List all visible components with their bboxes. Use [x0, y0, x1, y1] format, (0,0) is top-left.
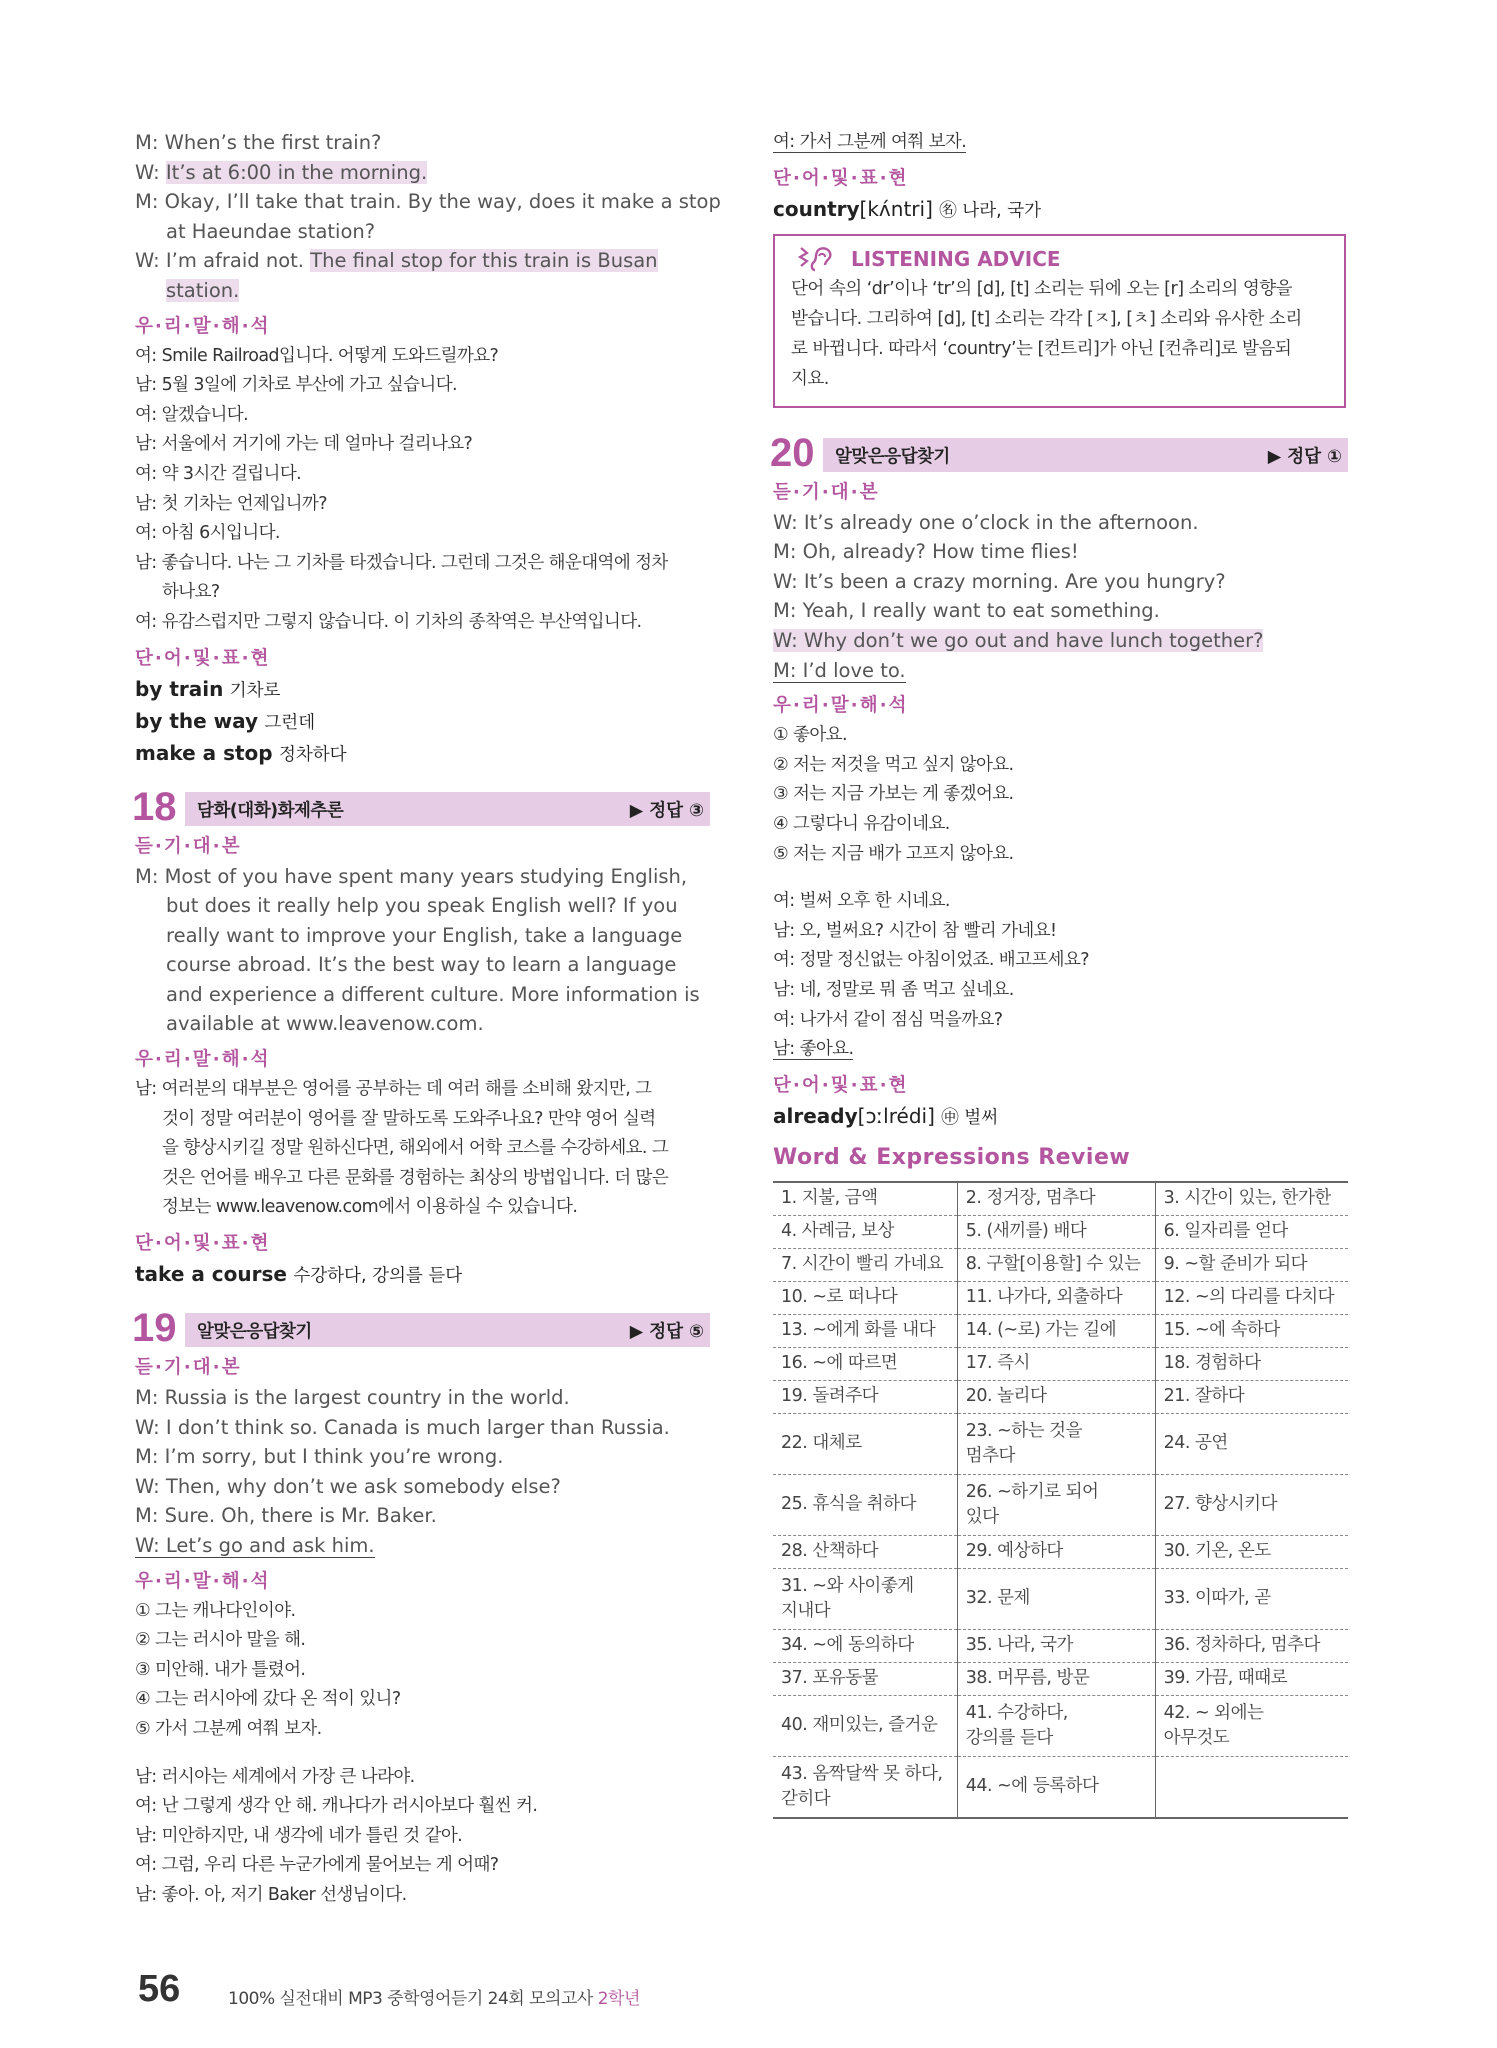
dialog-line: W: It’s been a crazy morning. Are you hungry? [773, 569, 1226, 593]
option: ③ 미안해. 내가 틀렸어. [135, 1659, 306, 1680]
dialog-line: W: It’s already one o’clock in the afternoon. [773, 510, 1199, 534]
question-type: 담화(대화)화제추론 [197, 800, 344, 821]
review-row [773, 1314, 1348, 1347]
option: ⑤ 저는 지금 배가 고프지 않아요. [773, 843, 1014, 864]
review-row [773, 1662, 1348, 1695]
review-cell: 3. 시간이 있는, 한가한 [1155, 1182, 1348, 1216]
review-cell: 26. ~하기로 되어 있다 [957, 1474, 1155, 1535]
question-number: 18 [132, 783, 185, 831]
book-title: 100% 실전대비 MP3 중학영어듣기 24회 모의고사 2학년 [228, 1989, 640, 2009]
vocab-item: by train 기차로 [135, 676, 281, 701]
review-cell: 11. 나가다, 외출하다 [957, 1281, 1155, 1314]
translation-line: 여: 벌써 오후 한 시네요. [773, 891, 950, 912]
translation-line: 남: 서울에서 거기에 가는 데 얼마나 걸리나요? [135, 434, 473, 455]
translation-line: 것은 언어를 배우고 다른 문화를 경험하는 최상의 방법입니다. 더 많은 [162, 1167, 669, 1188]
review-cell: 24. 공연 [1155, 1413, 1348, 1474]
review-cell: 28. 산책하다 [773, 1535, 957, 1568]
left-column [132, 128, 721, 1911]
vocab-item: already[ɔːlrédi] ㊥ 벌써 [773, 1103, 999, 1128]
review-cell: 38. 머무름, 방문 [957, 1662, 1155, 1695]
dialog-line: M: Russia is the largest country in the world. [135, 1386, 570, 1410]
translation-line: 남: 오, 벌써요? 시간이 참 빨리 가네요! [773, 920, 1057, 941]
question-header-19 [132, 1306, 710, 1351]
review-cell: 1. 지불, 금액 [773, 1182, 957, 1216]
translation-line: 을 향상시키길 정말 원하신다면, 해외에서 어학 코스를 수강하세요. 그 [162, 1138, 669, 1159]
translation-line: 것이 정말 여러분이 영어를 잘 말하도록 도와주나요? 만약 영어 실력 [162, 1108, 656, 1129]
review-cell [1155, 1756, 1348, 1818]
review-cell: 16. ~에 따르면 [773, 1347, 957, 1380]
translation-line: 여: 난 그렇게 생각 안 해. 캐나다가 러시아보다 훨씬 커. [135, 1796, 538, 1817]
dialog-line: W: Then, why don’t we ask somebody else? [135, 1474, 561, 1498]
review-cell: 41. 수강하다, 강의를 듣다 [957, 1695, 1155, 1756]
review-cell: 2. 정거장, 멈추다 [957, 1182, 1155, 1216]
dialog-line: M: I’m sorry, but I think you’re wrong. [135, 1445, 504, 1469]
section-label-translation: 우·리·말·해·석 [135, 315, 271, 337]
section-label-vocab: 단·어·및·표·현 [773, 1074, 909, 1096]
translation-19 [135, 1763, 710, 1911]
question-type: 알맞은응답찾기 [835, 446, 950, 467]
question-header-18 [132, 784, 710, 829]
review-cell: 32. 문제 [957, 1568, 1155, 1629]
advice-line: 로 바뀝니다. 따라서 ‘country’는 [컨트리]가 아닌 [컨츄리]로 발음되 [791, 338, 1292, 359]
review-cell: 12. ~의 다리를 다치다 [1155, 1281, 1348, 1314]
review-cell: 18. 경험하다 [1155, 1347, 1348, 1380]
section-label-translation: 우·리·말·해·석 [135, 1049, 271, 1071]
options-19 [135, 1597, 710, 1745]
option: ③ 저는 지금 가보는 게 좋겠어요. [773, 784, 1014, 805]
highlight: It’s at 6:00 in the morning. [165, 160, 428, 184]
dialog-line: M: Oh, already? How time flies! [773, 540, 1079, 564]
question-type: 알맞은응답찾기 [197, 1322, 312, 1343]
section-label-vocab: 단·어·및·표·현 [773, 167, 909, 189]
right-column [770, 128, 1348, 1819]
review-table [773, 1181, 1348, 1819]
review-title: Word & Expressions Review [773, 1144, 1131, 1170]
review-row [773, 1629, 1348, 1662]
listening-advice-box [773, 234, 1346, 408]
review-cell: 35. 나라, 국가 [957, 1629, 1155, 1662]
review-cell: 36. 정차하다, 멈추다 [1155, 1629, 1348, 1662]
review-cell: 9. ~할 준비가 되다 [1155, 1248, 1348, 1281]
section-label-script: 듣·기·대·본 [773, 481, 880, 503]
review-cell: 30. 기온, 온도 [1155, 1535, 1348, 1568]
review-cell: 21. 잘하다 [1155, 1380, 1348, 1413]
dialog-line: at Haeundae station? [166, 219, 376, 243]
answer-key: ▶ 정답 ⑤ [629, 1322, 704, 1343]
dialog-line: W: I’m afraid not. The final stop for this train is Busan [135, 249, 658, 273]
review-row [773, 1413, 1348, 1474]
dialog-line: course abroad. It’s the best way to learn a language [166, 953, 677, 977]
review-row [773, 1248, 1348, 1281]
translation-line: 남: 좋아. 아, 저기 Baker 선생님이다. [135, 1884, 407, 1905]
translation-line: 여: 그럼, 우리 다른 누군가에게 물어보는 게 어때? [135, 1855, 499, 1876]
review-row [773, 1535, 1348, 1568]
translation-line: 여: 유감스럽지만 그렇지 않습니다. 이 기차의 종착역은 부산역입니다. [135, 611, 642, 632]
translation-18 [135, 1075, 710, 1223]
advice-line: 단어 속의 ‘dr’이나 ‘tr’의 [d], [t] 소리는 뒤에 오는 [r] 소리의 영향을 [791, 278, 1293, 299]
review-row [773, 1756, 1348, 1818]
translation-line: 여: 가서 그분께 여쭤 보자. [773, 132, 967, 152]
dialog-line: really want to improve your English, take a language [166, 923, 683, 947]
dialog-line: station. [166, 278, 240, 302]
review-cell: 10. ~로 떠나다 [773, 1281, 957, 1314]
translation-line: 여: 나가서 같이 점심 먹을까요? [773, 1009, 1003, 1030]
review-cell: 33. 이따가, 곧 [1155, 1568, 1348, 1629]
translation-line: 남: 좋아요. [773, 1039, 854, 1060]
review-cell: 17. 즉시 [957, 1347, 1155, 1380]
answer-key: ▶ 정답 ③ [629, 800, 704, 821]
option: ⑤ 가서 그분께 여쭤 보자. [135, 1718, 322, 1739]
review-cell: 25. 휴식을 취하다 [773, 1474, 957, 1535]
advice-line: 받습니다. 그리하여 [d], [t] 소리는 각각 [ㅈ], [ㅊ] 소리와 유사한 소리 [791, 308, 1302, 329]
translation-line: 하나요? [162, 582, 220, 603]
translation-line: 여: 약 3시간 걸립니다. [135, 463, 302, 484]
review-row [773, 1380, 1348, 1413]
translation-line: 남: 좋습니다. 나는 그 기차를 타겠습니다. 그런데 그것은 해운대역에 정차 [135, 552, 668, 573]
review-row [773, 1182, 1348, 1216]
option: ④ 그는 러시아에 갔다 온 적이 있니? [135, 1689, 401, 1710]
dialog-17 [135, 128, 721, 306]
review-cell: 44. ~에 등록하다 [957, 1756, 1155, 1818]
review-cell: 5. (새끼를) 배다 [957, 1215, 1155, 1248]
translation-line: 남: 미안하지만, 내 생각에 네가 틀린 것 같아. [135, 1825, 463, 1846]
review-cell: 19. 돌려주다 [773, 1380, 957, 1413]
translation-line: 여: Smile Railroad입니다. 어떻게 도와드릴까요? [135, 345, 499, 366]
dialog-line: W: I don’t think so. Canada is much larger than Russia. [135, 1415, 670, 1439]
translation-line: 정보는 www.leavenow.com에서 이용하실 수 있습니다. [162, 1197, 578, 1218]
translation-17 [135, 342, 710, 638]
section-label-translation: 우·리·말·해·석 [773, 695, 909, 717]
review-row [773, 1695, 1348, 1756]
review-row [773, 1215, 1348, 1248]
review-row [773, 1568, 1348, 1629]
advice-title: LISTENING ADVICE [791, 244, 1328, 274]
grade-label: 2학년 [597, 1989, 640, 2009]
option: ② 저는 저것을 먹고 싶지 않아요. [773, 754, 1014, 775]
dialog-line: M: Okay, I’ll take that train. By the way, does it make a stop [135, 190, 721, 214]
dialog-line: M: Most of you have spent many years studying English, [135, 864, 688, 888]
translation-line: 남: 첫 기차는 언제입니까? [135, 493, 327, 514]
review-cell: 39. 가끔, 때때로 [1155, 1662, 1348, 1695]
dialog-line: W: It’s at 6:00 in the morning. [135, 160, 428, 184]
vocab-item: country[kʌ́ntri] ㊔ 나라, 국가 [773, 196, 1042, 221]
option: ④ 그렇다니 유감이네요. [773, 813, 950, 834]
review-cell: 7. 시간이 빨리 가네요 [773, 1248, 957, 1281]
review-cell: 29. 예상하다 [957, 1535, 1155, 1568]
translation-line: 여: 알겠습니다. [135, 404, 249, 425]
option: ① 좋아요. [773, 725, 847, 746]
page-number: 56 [138, 1968, 181, 2010]
dialog-line: but does it really help you speak English well? If you [166, 894, 678, 918]
dialog-line: M: I’d love to. [773, 658, 906, 682]
answer-key: ▶ 정답 ① [1267, 446, 1342, 467]
section-label-vocab: 단·어·및·표·현 [135, 1233, 271, 1255]
review-cell: 43. 옴짝달싹 못 하다, 갇히다 [773, 1756, 957, 1818]
review-row [773, 1347, 1348, 1380]
question-number: 19 [132, 1304, 185, 1352]
vocab-item: make a stop 정차하다 [135, 740, 347, 765]
review-cell: 34. ~에 동의하다 [773, 1629, 957, 1662]
review-row [773, 1474, 1348, 1535]
review-cell: 15. ~에 속하다 [1155, 1314, 1348, 1347]
vocab-item: by the way 그런데 [135, 708, 316, 733]
review-cell: 42. ~ 외에는 아무것도 [1155, 1695, 1348, 1756]
dialog-line: W: Why don’t we go out and have lunch together? [773, 628, 1264, 652]
dialog-line: and experience a different culture. More information is [166, 982, 700, 1006]
review-cell: 14. (~로) 가는 길에 [957, 1314, 1155, 1347]
translation-line: 남: 러시아는 세계에서 가장 큰 나라야. [135, 1766, 415, 1787]
dialog-19 [135, 1383, 710, 1561]
review-cell: 27. 향상시키다 [1155, 1474, 1348, 1535]
dialog-line: M: Yeah, I really want to eat something. [773, 599, 1160, 623]
dialog-line: W: Let’s go and ask him. [135, 1534, 375, 1557]
translation-line: 여: 아침 6시입니다. [135, 523, 280, 544]
review-cell: 6. 일자리를 얻다 [1155, 1215, 1348, 1248]
ear-icon [795, 242, 839, 276]
review-cell: 8. 구할[이용할] 수 있는 [957, 1248, 1155, 1281]
dialog-18 [135, 862, 710, 1040]
review-cell: 31. ~와 사이좋게 지내다 [773, 1568, 957, 1629]
review-cell: 40. 재미있는, 즐거운 [773, 1695, 957, 1756]
translation-line: 남: 네, 정말로 뭐 좀 먹고 싶네요. [773, 979, 1014, 1000]
review-cell: 23. ~하는 것을 멈추다 [957, 1413, 1155, 1474]
review-cell: 37. 포유동물 [773, 1662, 957, 1695]
option: ② 그는 러시아 말을 해. [135, 1630, 306, 1651]
section-label-script: 듣·기·대·본 [135, 1357, 242, 1379]
translation-line: 남: 여러분의 대부분은 영어를 공부하는 데 여러 해를 소비해 왔지만, 그 [135, 1079, 652, 1100]
review-cell: 22. 대체로 [773, 1413, 957, 1474]
question-number: 20 [770, 429, 823, 477]
dialog-line: available at www.leavenow.com. [166, 1012, 484, 1036]
dialog-line: M: Sure. Oh, there is Mr. Baker. [135, 1504, 437, 1528]
section-label-vocab: 단·어·및·표·현 [135, 647, 271, 669]
dialog-line: M: When’s the first train? [135, 131, 382, 154]
translation-line: 남: 5월 3일에 기차로 부산에 가고 싶습니다. [135, 375, 457, 396]
review-cell: 20. 놀리다 [957, 1380, 1155, 1413]
dialog-20 [773, 508, 1348, 686]
question-header-20 [770, 430, 1348, 475]
review-row [773, 1281, 1348, 1314]
vocab-item: take a course 수강하다, 강의를 듣다 [135, 1262, 463, 1287]
option: ① 그는 캐나다인이야. [135, 1600, 296, 1621]
review-cell: 4. 사례금, 보상 [773, 1215, 957, 1248]
translation-20 [773, 887, 1348, 1065]
options-20 [773, 721, 1348, 869]
section-label-translation: 우·리·말·해·석 [135, 1570, 271, 1592]
review-cell: 13. ~에게 화를 내다 [773, 1314, 957, 1347]
advice-line: 지요. [791, 368, 829, 389]
section-label-script: 듣·기·대·본 [135, 835, 242, 857]
translation-line: 여: 정말 정신없는 아침이었죠. 배고프세요? [773, 950, 1089, 971]
